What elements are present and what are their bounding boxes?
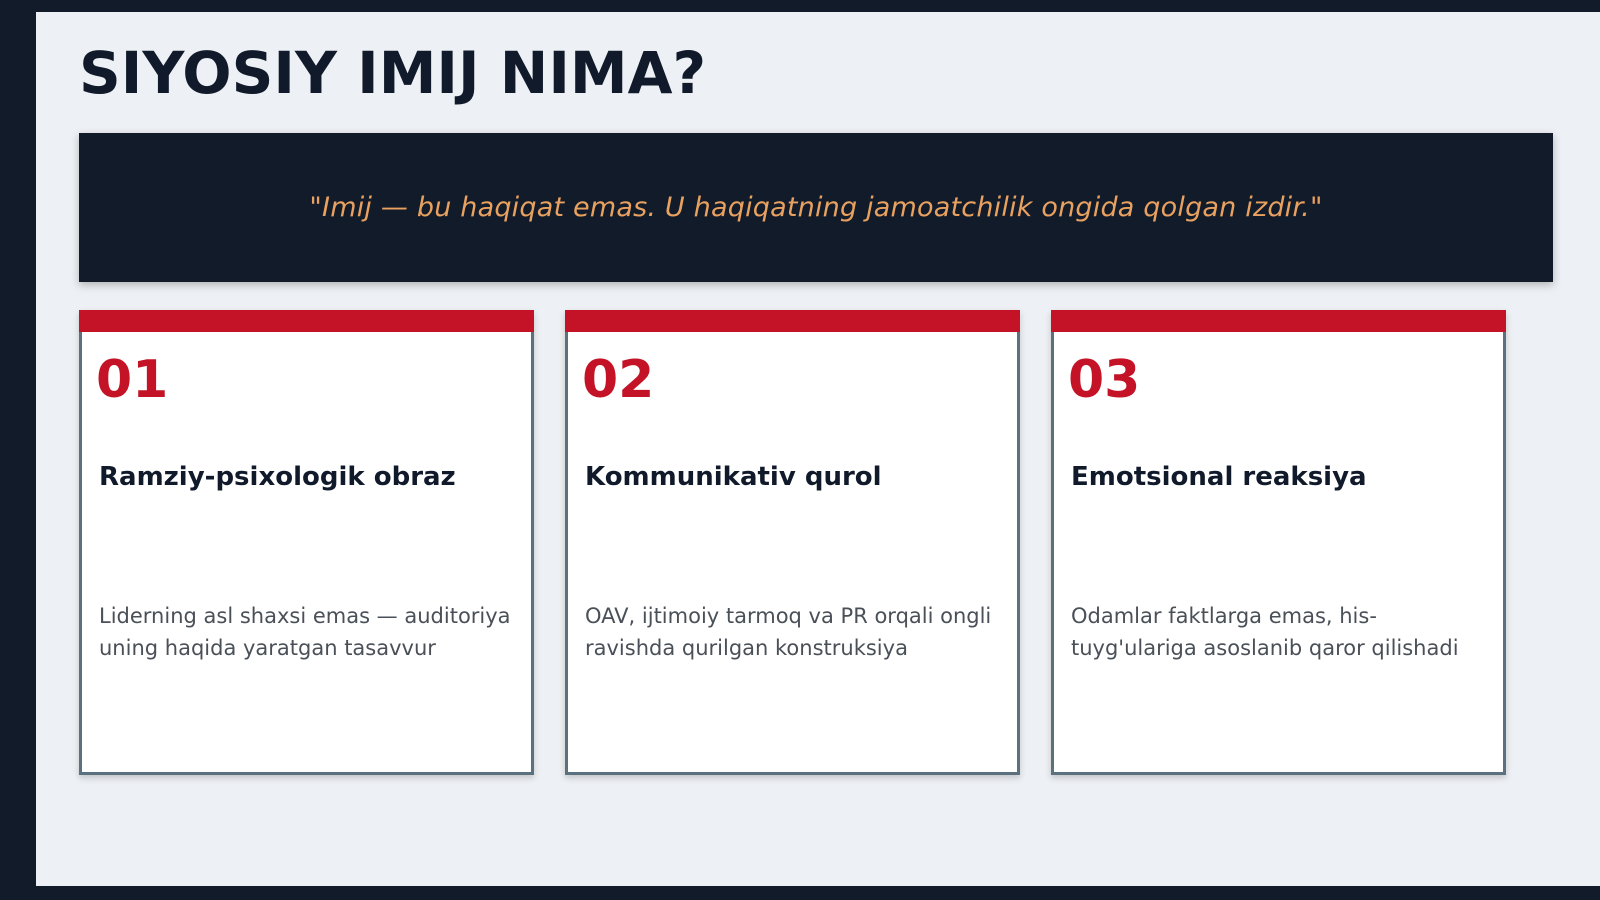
slide — [36, 12, 1600, 886]
card-heading: Kommunikativ qurol — [585, 462, 882, 492]
card-heading: Ramziy-psixologik obraz — [99, 462, 456, 492]
card-description: Odamlar faktlarga emas, his-tuyg'ulariga asoslanib qaror qilishadi — [1071, 604, 1459, 660]
quote-box — [79, 133, 1553, 282]
card-accent-bar — [79, 310, 534, 332]
card-accent-bar — [565, 310, 1020, 332]
card-3 — [1051, 310, 1506, 775]
card-1 — [79, 310, 534, 775]
card-description: OAV, ijtimoiy tarmoq va PR orqali ongli ravishda qurilgan konstruksiya — [585, 604, 992, 660]
card-number: 03 — [1068, 350, 1141, 410]
card-accent-bar — [1051, 310, 1506, 332]
card-description: Liderning asl shaxsi emas — auditoriya uning haqida yaratgan tasavvur — [99, 604, 511, 660]
card-description-container — [1071, 572, 1485, 692]
card-description-container — [99, 572, 513, 692]
card-description-container — [585, 572, 999, 692]
card-heading: Emotsional reaksiya — [1071, 462, 1367, 492]
card-number: 01 — [96, 350, 169, 410]
slide-title: SIYOSIY IMIJ NIMA? — [79, 39, 707, 107]
card-number: 02 — [582, 350, 655, 410]
card-2 — [565, 310, 1020, 775]
quote-text: "Imij — bu haqiqat emas. U haqiqatning jamoatchilik ongida qolgan izdir." — [309, 192, 1323, 223]
